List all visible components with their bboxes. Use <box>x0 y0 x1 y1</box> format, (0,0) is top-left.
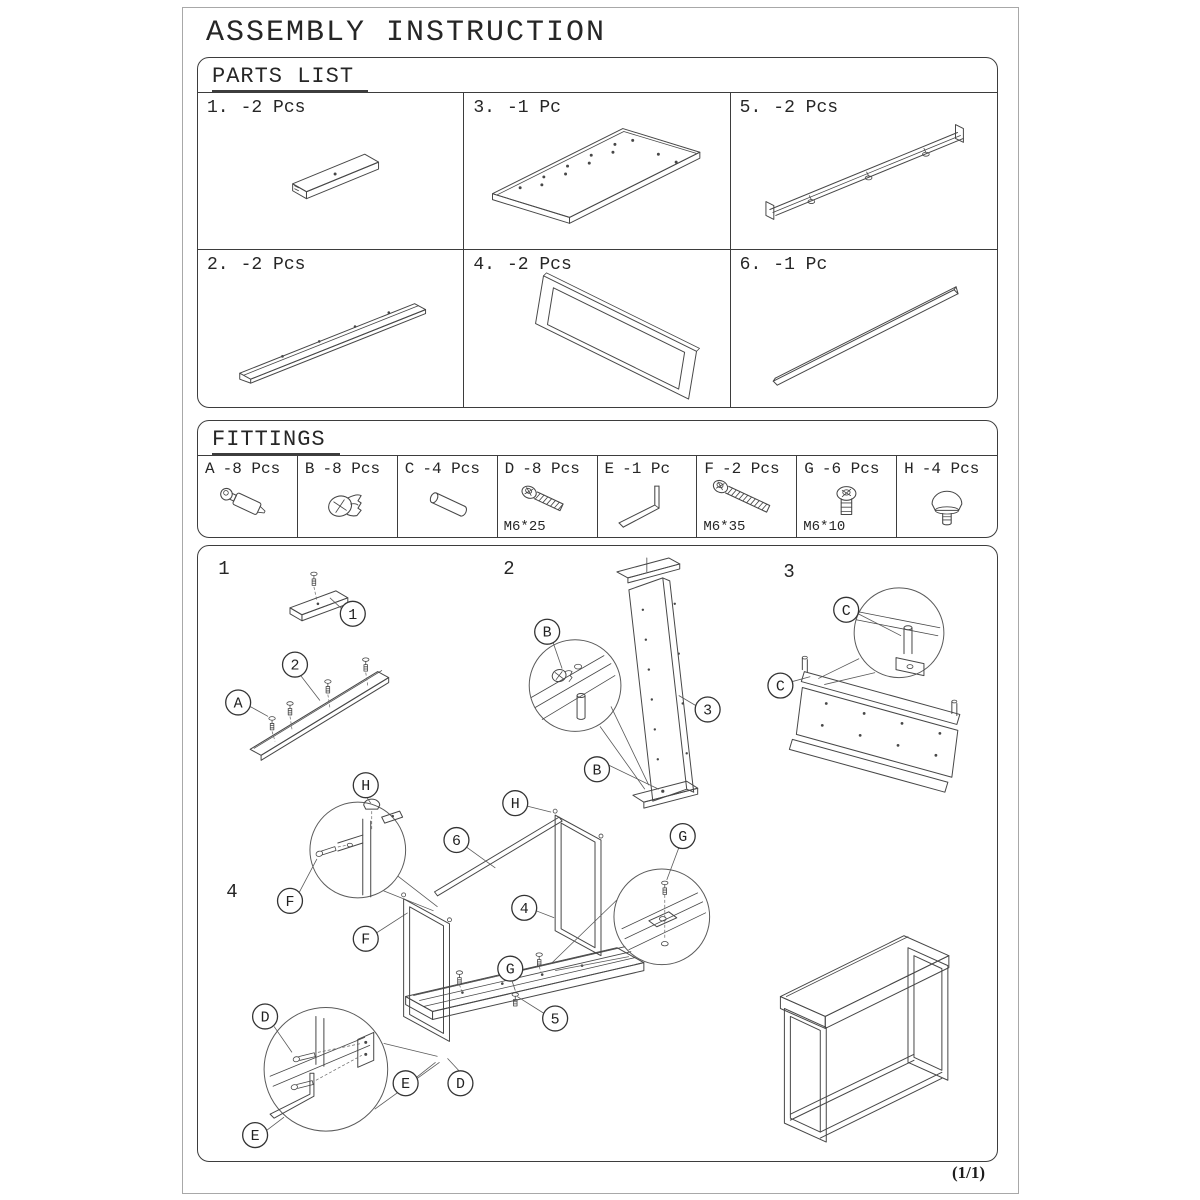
callout-E <box>393 1062 435 1095</box>
part-cell-3 <box>464 93 730 250</box>
fitting-cell-H <box>897 456 997 537</box>
part-number: 6. <box>739 255 762 275</box>
svg-text:A: A <box>233 696 243 713</box>
callout-B <box>535 619 562 668</box>
step-2-diagram <box>503 558 720 808</box>
svg-text:3: 3 <box>703 703 713 720</box>
fitting-cell-D <box>498 456 598 537</box>
parts-list-section <box>197 57 998 408</box>
step-number: 4 <box>226 880 238 903</box>
svg-text:F: F <box>285 894 295 911</box>
svg-text:B: B <box>542 625 552 642</box>
callout-G <box>498 956 523 990</box>
fitting-qty: -6 Pcs <box>821 460 880 478</box>
svg-text:5: 5 <box>550 1012 560 1029</box>
page-number: (1/1) <box>951 1163 985 1182</box>
callout-5 <box>517 997 567 1031</box>
step-number: 2 <box>503 557 515 580</box>
table-top-panel-drawing <box>464 93 729 249</box>
step-number: 1 <box>218 557 230 580</box>
svg-text:H: H <box>510 797 520 814</box>
svg-text:G: G <box>505 962 515 979</box>
fitting-code: E <box>604 460 615 478</box>
foot-glide-icon <box>897 474 997 534</box>
part-qty: -2 Pcs <box>773 98 839 118</box>
callout-D <box>447 1058 472 1095</box>
fitting-cell-E <box>598 456 698 537</box>
callout-4 <box>512 895 554 920</box>
svg-text:H: H <box>361 779 371 796</box>
fitting-qty: -8 Pcs <box>322 460 381 478</box>
part-number: 2. <box>207 255 229 275</box>
part-number: 1. <box>207 98 229 118</box>
fitting-size: M6*25 <box>503 519 546 535</box>
fitting-code: A <box>205 460 215 478</box>
fitting-size: M6*10 <box>803 519 846 535</box>
callout-F <box>353 913 407 951</box>
stretcher-bar-drawing <box>731 250 997 407</box>
parts-list-heading: PARTS LIST <box>212 64 368 92</box>
shelf-rail-with-hooks-drawing <box>731 93 997 249</box>
svg-text:B: B <box>592 763 602 780</box>
fitting-code: D <box>504 460 515 478</box>
part-cell-6 <box>731 250 997 407</box>
part-qty: -2 Pcs <box>240 98 306 118</box>
part-qty: -1 Pc <box>773 255 828 275</box>
fitting-qty: -4 Pcs <box>921 460 980 478</box>
part-cell-2 <box>198 250 464 407</box>
callout-6 <box>444 828 495 868</box>
fitting-cell-G <box>797 456 897 537</box>
callout-H <box>353 773 378 803</box>
svg-text:C: C <box>841 603 851 620</box>
part-qty: -2 Pcs <box>240 255 306 275</box>
fitting-code: G <box>804 460 814 478</box>
step-3-diagram <box>768 561 960 792</box>
fitting-cell-C <box>398 456 498 537</box>
fitting-qty: -8 Pcs <box>522 460 580 478</box>
callout-C <box>834 597 901 635</box>
leg-frame-drawing <box>464 250 729 407</box>
fittings-section <box>197 420 998 538</box>
callout-2 <box>283 652 320 700</box>
part-number: 4. <box>473 255 495 275</box>
step-number: 3 <box>783 560 795 583</box>
part-number: 5. <box>739 98 762 118</box>
fittings-heading: FITTINGS <box>212 427 340 455</box>
part-qty: -2 Pcs <box>506 255 572 275</box>
finished-table-drawing <box>780 936 948 1142</box>
fitting-code: F <box>704 460 714 478</box>
svg-text:E: E <box>401 1077 411 1094</box>
fitting-code: B <box>304 460 315 478</box>
page-title: ASSEMBLY INSTRUCTION <box>206 16 607 50</box>
step-4-diagram <box>226 773 949 1148</box>
fitting-code: C <box>404 460 415 478</box>
parts-list-table <box>198 92 997 407</box>
fitting-size: M6*35 <box>703 519 746 535</box>
assembly-steps-drawing <box>198 546 997 1161</box>
fitting-qty: -8 Pcs <box>222 460 281 478</box>
callout-C <box>768 673 810 698</box>
cam-bolt-icon <box>198 474 297 534</box>
svg-text:D: D <box>455 1077 465 1094</box>
cam-lock-icon <box>298 474 397 534</box>
fitting-cell-B <box>298 456 398 537</box>
fitting-code: H <box>904 460 914 478</box>
part-number: 3. <box>473 98 495 118</box>
callout-A <box>226 690 268 716</box>
svg-text:E: E <box>250 1129 260 1146</box>
side-rail-drawing <box>198 250 463 407</box>
step-1-diagram <box>218 558 388 760</box>
fitting-qty: -1 Pc <box>622 460 671 478</box>
callout-B <box>585 757 659 789</box>
callout-E <box>243 1117 284 1147</box>
part-cell-5 <box>731 93 997 250</box>
svg-text:1: 1 <box>348 607 358 624</box>
top-support-bar-drawing <box>198 93 463 249</box>
fitting-qty: -4 Pcs <box>422 460 480 478</box>
svg-text:2: 2 <box>290 658 300 675</box>
part-qty: -1 Pc <box>506 98 561 118</box>
wood-dowel-icon <box>398 474 497 534</box>
callout-D <box>253 1004 292 1052</box>
fitting-cell-A <box>198 456 298 537</box>
svg-text:F: F <box>361 932 371 949</box>
svg-text:4: 4 <box>519 901 529 918</box>
part-cell-1 <box>198 93 464 250</box>
callout-H <box>503 791 551 816</box>
svg-text:C: C <box>775 679 785 696</box>
assembly-steps-section <box>197 545 998 1162</box>
fitting-cell-F <box>697 456 797 537</box>
allen-key-icon <box>598 474 697 534</box>
fittings-table <box>198 455 997 537</box>
callout-F <box>278 859 317 913</box>
callout-G <box>667 824 695 880</box>
svg-text:6: 6 <box>451 834 461 851</box>
svg-text:G: G <box>678 830 688 847</box>
fitting-qty: -2 Pcs <box>721 460 780 478</box>
svg-text:D: D <box>260 1010 270 1027</box>
part-cell-4 <box>464 250 730 407</box>
